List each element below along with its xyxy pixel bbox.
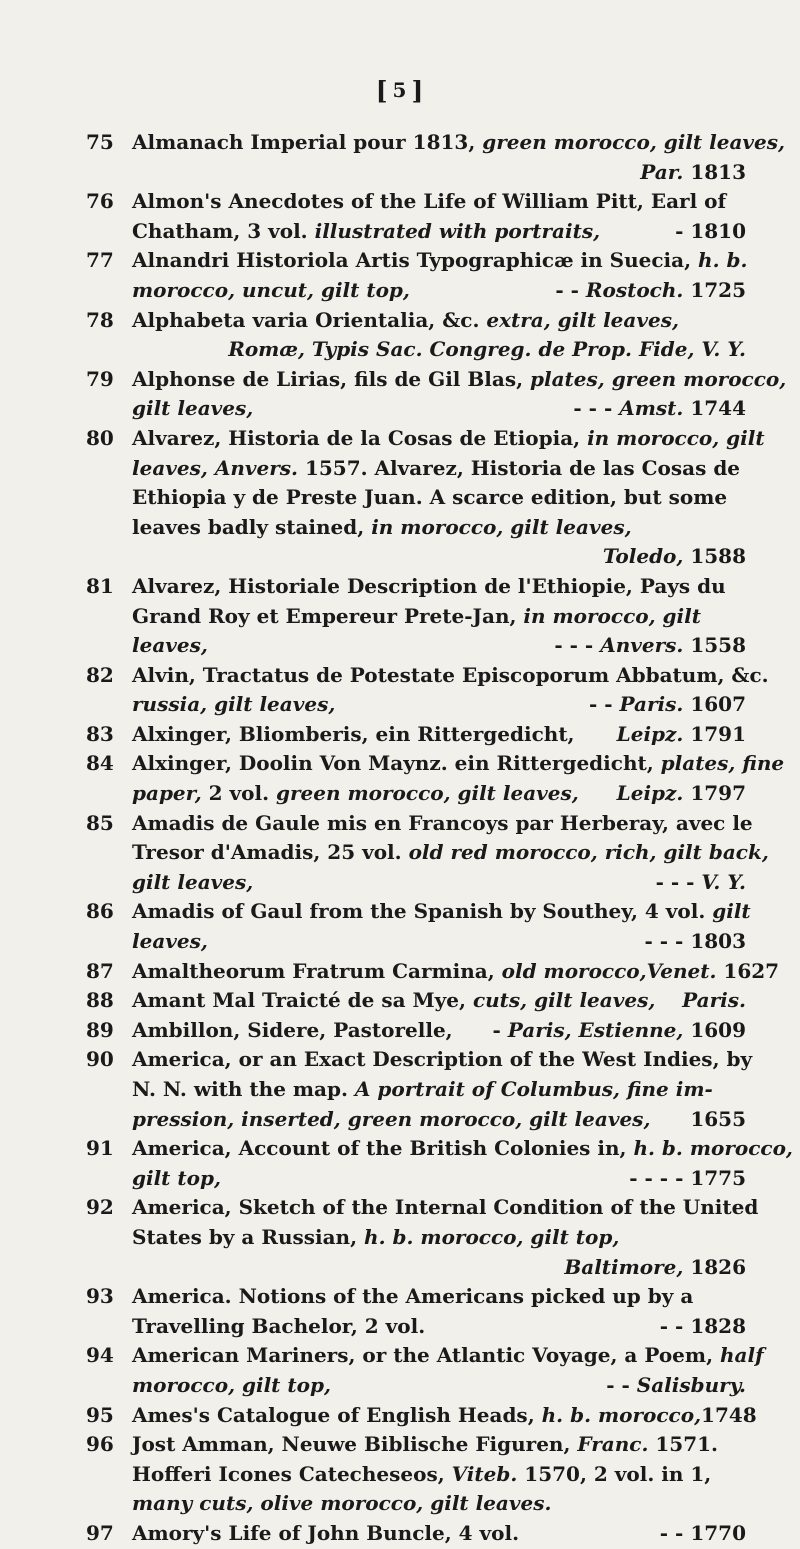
- line-right: [617, 779, 746, 809]
- entry-line: [132, 128, 785, 158]
- entry-line: [132, 1312, 746, 1342]
- entry-number: 90: [86, 1047, 114, 1072]
- text-run: Amory's Life of John Buncle, 4 vol.: [132, 1520, 520, 1545]
- text-run: Alphonse de Lirias, fils de Gil Blas,: [132, 366, 530, 391]
- catalogue-entry: [86, 1430, 746, 1519]
- text-run: Ames's Catalogue of English Heads,: [132, 1402, 542, 1427]
- text-run: Ambillon, Sidere, Pastorelle,: [132, 1017, 453, 1042]
- italic-text: leaves,: [132, 929, 208, 954]
- entry-line: [132, 1489, 746, 1519]
- line-right: [645, 927, 746, 957]
- text-run: Jost Amman, Neuwe Biblische Figuren,: [132, 1432, 578, 1457]
- line-left: [132, 1016, 453, 1046]
- italic-text: half: [720, 1343, 764, 1368]
- italic-text: in morocco, gilt: [587, 425, 765, 450]
- entry-number: 80: [86, 425, 114, 450]
- italic-text: Paris, Estienne,: [507, 1017, 684, 1042]
- entry-number: 78: [86, 307, 114, 332]
- entry-line: [132, 1223, 746, 1253]
- text-run: Alxinger, Doolin Von Maynz. ein Rittergedicht,: [132, 751, 661, 776]
- entry-number: 89: [86, 1017, 114, 1042]
- text-run: America, Account of the British Colonies in,: [132, 1136, 634, 1161]
- italic-text: Par.: [640, 159, 684, 184]
- text-run: 2 vol.: [201, 781, 277, 806]
- italic-text: gilt top,: [132, 1165, 221, 1190]
- line-left: [132, 394, 253, 424]
- text-run: Alnandri Historiola Artis Typographicæ in Suecia,: [132, 248, 699, 273]
- line-left: [132, 1164, 221, 1194]
- line-left: [132, 927, 208, 957]
- text-run: Travelling Bachelor, 2 vol.: [132, 1313, 426, 1338]
- entry-line: [132, 1401, 757, 1431]
- entry-line: [132, 1075, 746, 1105]
- entry-line: [132, 897, 751, 927]
- italic-text: Franc.: [577, 1432, 649, 1457]
- text-run: leaves badly stained,: [132, 514, 372, 539]
- text-run: 1655: [690, 1106, 746, 1131]
- entry-number: 77: [86, 248, 114, 273]
- text-run: Hofferi Icones Catecheseos,: [132, 1461, 452, 1486]
- text-run: 1557. Alvarez, Historia de las Cosas de: [297, 455, 741, 480]
- entry-line: [132, 957, 780, 987]
- italic-text: cuts, gilt leaves,: [472, 988, 656, 1013]
- catalogue-entry: [86, 986, 746, 1016]
- italic-text: Anvers.: [600, 633, 684, 658]
- italic-text: old red morocco, rich, gilt back,: [408, 840, 769, 865]
- line-left: [132, 1105, 650, 1135]
- text-run: - 1810: [675, 218, 746, 243]
- italic-text: green morocco, gilt leaves,: [276, 781, 579, 806]
- catalogue-entry: [86, 661, 769, 720]
- entry-number: 85: [86, 810, 114, 835]
- catalogue-entry: [86, 246, 746, 305]
- text-run: - - 1770: [659, 1520, 746, 1545]
- entry-line: [132, 1134, 793, 1164]
- text-run: Alphabeta varia Orientalia, &c.: [132, 307, 487, 332]
- italic-text: Paris.: [682, 988, 746, 1013]
- italic-text: Rostoch.: [585, 277, 684, 302]
- text-run: 1588: [683, 544, 746, 569]
- entry-line: [132, 838, 769, 868]
- italic-text: Venet.: [646, 958, 717, 983]
- page-number-header: [0, 76, 800, 105]
- catalogue-entry: [86, 1016, 746, 1046]
- entry-line: [132, 1519, 746, 1549]
- line-left: [132, 1371, 331, 1401]
- entry-line: [132, 1460, 746, 1490]
- text-run: America. Notions of the Americans picked up by a: [132, 1284, 694, 1309]
- italic-text: in morocco, gilt leaves,: [371, 514, 632, 539]
- entry-line: [132, 631, 746, 661]
- entry-line: [132, 809, 753, 839]
- text-run: Amant Mal Traicté de sa Mye,: [132, 988, 473, 1013]
- line-left: [132, 779, 579, 809]
- entry-line: [132, 1430, 746, 1460]
- entry-number: 93: [86, 1284, 114, 1309]
- text-run: Alxinger, Bliomberis, ein Rittergedicht,: [132, 721, 575, 746]
- italic-text: A portrait of Columbus, fine im-: [354, 1077, 713, 1101]
- entry-line: [132, 1045, 753, 1075]
- entry-number: 91: [86, 1136, 114, 1161]
- italic-text: Amst.: [619, 396, 684, 421]
- line-right: [629, 1164, 746, 1194]
- text-run: - - -: [554, 633, 601, 658]
- entry-number: 88: [86, 988, 114, 1013]
- entry-line: [132, 365, 787, 395]
- line-right: [554, 631, 746, 661]
- italic-text: morocco, uncut, gilt top,: [132, 277, 410, 302]
- entry-number: 79: [86, 366, 114, 391]
- entry-line: [132, 306, 746, 336]
- entry-line: [132, 424, 765, 454]
- line-left: [132, 631, 208, 661]
- text-run: - -: [606, 1372, 637, 1397]
- entry-line: [132, 1164, 746, 1194]
- catalogue-entry: [86, 809, 769, 898]
- text-run: - - - 1803: [644, 929, 746, 954]
- line-right: [555, 276, 746, 306]
- italic-text: paper,: [132, 781, 202, 806]
- italic-text: plates, fine: [660, 751, 785, 776]
- header-open-bracket: [: [375, 76, 389, 105]
- catalogue-entry: [86, 1045, 753, 1134]
- text-run: Amadis de Gaule mis en Francoys par Herberay, avec le: [132, 810, 753, 835]
- italic-text: illustrated with portraits,: [314, 218, 601, 243]
- text-run: 1607: [683, 692, 746, 717]
- text-run: - -: [555, 277, 586, 302]
- catalogue-entry: [86, 897, 751, 956]
- line-left: [132, 217, 600, 247]
- text-run: - - 1828: [659, 1313, 746, 1338]
- italic-text: leaves, Anvers.: [132, 455, 298, 480]
- italic-text: Salisbury.: [636, 1372, 746, 1397]
- catalogue-entry: [86, 306, 746, 365]
- text-run: Tresor d'Amadis, 25 vol.: [132, 840, 409, 865]
- catalogue-entry: [86, 1282, 746, 1341]
- line-left: [132, 690, 335, 720]
- line-left: [132, 1312, 425, 1342]
- entry-number: 75: [86, 130, 114, 154]
- entry-line: [132, 602, 746, 632]
- text-run: - -: [589, 692, 620, 717]
- entry-number: 83: [86, 721, 114, 746]
- line-right: [589, 690, 746, 720]
- text-run: Alvarez, Historia de la Cosas de Etiopia,: [132, 425, 588, 450]
- entry-line: [132, 1253, 746, 1283]
- catalogue-entry: [86, 1401, 757, 1431]
- page-number: 5: [392, 78, 408, 102]
- italic-text: Romæ, Typis Sac. Congreg. de Prop. Fide, V. Y.: [228, 337, 746, 362]
- entry-number: 96: [86, 1432, 114, 1457]
- italic-text: gilt: [712, 899, 751, 924]
- line-left: [132, 276, 410, 306]
- text-run: America, or an Exact Description of the West Indies, by: [132, 1047, 753, 1072]
- text-run: Grand Roy et Empereur Prete-Jan,: [132, 603, 524, 628]
- catalogue-entry: [86, 957, 780, 987]
- text-run: 1725: [683, 277, 746, 302]
- text-run: Alvin, Tractatus de Potestate Episcoporum Abbatum, &c.: [132, 662, 769, 687]
- entry-line: [132, 246, 746, 276]
- entry-line: [132, 1016, 746, 1046]
- line-left: [132, 1401, 701, 1431]
- text-run: 1826: [683, 1254, 746, 1279]
- text-run: 1558: [683, 633, 746, 658]
- catalogue-entries: [86, 128, 793, 1549]
- text-run: N. N. with the map.: [132, 1077, 355, 1101]
- line-right: [606, 1371, 746, 1401]
- text-run: 1748: [701, 1402, 757, 1427]
- entry-number: 87: [86, 958, 114, 983]
- catalogue-entry: [86, 749, 785, 808]
- text-run: - - - - 1775: [629, 1165, 746, 1190]
- entry-number: 92: [86, 1195, 114, 1220]
- entry-number: 82: [86, 662, 114, 687]
- text-run: American Mariners, or the Atlantic Voyage, a Poem,: [132, 1343, 720, 1368]
- entry-line: [132, 1105, 746, 1135]
- entry-line: [132, 572, 746, 602]
- entry-line: [132, 217, 746, 247]
- line-right: [660, 1519, 746, 1549]
- entry-line: [132, 749, 785, 779]
- entry-number: 86: [86, 899, 114, 924]
- entry-line: [132, 187, 746, 217]
- entry-number: 95: [86, 1402, 114, 1427]
- entry-line: [132, 542, 746, 572]
- italic-text: old morocco,: [501, 958, 647, 983]
- line-right: [617, 720, 746, 750]
- italic-text: Paris.: [619, 692, 684, 717]
- text-run: 1797: [683, 781, 746, 806]
- italic-text: plates, green morocco,: [530, 366, 787, 391]
- italic-text: h. b. morocco,: [541, 1402, 702, 1427]
- catalogue-entry: [86, 1519, 746, 1549]
- entry-line: [132, 276, 746, 306]
- line-right: [675, 217, 746, 247]
- catalogue-entry: [86, 572, 746, 661]
- italic-text: Viteb.: [451, 1461, 518, 1486]
- italic-text: V. Y.: [701, 869, 746, 894]
- italic-text: gilt leaves,: [132, 869, 254, 894]
- italic-text: leaves,: [132, 633, 208, 658]
- entry-number: 81: [86, 573, 114, 598]
- entry-line: [132, 1371, 746, 1401]
- entry-number: 76: [86, 189, 114, 214]
- italic-text: h. b. morocco,: [633, 1136, 793, 1161]
- italic-text: Leipz.: [616, 721, 684, 746]
- entry-line: [132, 1282, 746, 1312]
- text-run: 1570, 2 vol. in 1,: [517, 1461, 712, 1486]
- line-left: [132, 720, 575, 750]
- italic-text: h. b. morocco, gilt top,: [364, 1224, 620, 1249]
- catalogue-entry: [86, 187, 746, 246]
- entry-line: [132, 483, 746, 513]
- catalogue-entry: [86, 1134, 793, 1193]
- entry-line: [132, 454, 746, 484]
- line-right: [690, 1105, 746, 1135]
- entry-line: [132, 690, 746, 720]
- catalogue-entry: [86, 128, 785, 187]
- line-right: [647, 957, 780, 987]
- italic-text: Leipz.: [616, 781, 684, 806]
- italic-text: morocco, gilt top,: [132, 1372, 331, 1397]
- entry-line: [132, 1193, 759, 1223]
- text-run: Amadis of Gaul from the Spanish by Southey, 4 vol.: [132, 899, 713, 924]
- entry-line: [132, 394, 746, 424]
- entry-number: 97: [86, 1520, 114, 1545]
- line-left: [132, 957, 647, 987]
- entry-line: [132, 986, 746, 1016]
- catalogue-entry: [86, 720, 746, 750]
- line-left: [132, 868, 253, 898]
- text-run: Alvarez, Historiale Description de l'Ethiopie, Pays du: [132, 573, 726, 598]
- italic-text: green morocco, gilt leaves,: [482, 130, 785, 154]
- italic-text: russia, gilt leaves,: [132, 692, 336, 717]
- italic-text: extra, gilt leaves,: [486, 307, 679, 332]
- entry-line: [132, 868, 746, 898]
- italic-text: in morocco, gilt: [523, 603, 701, 628]
- line-right: [682, 986, 746, 1016]
- text-run: - - -: [573, 396, 620, 421]
- text-run: - - -: [655, 869, 702, 894]
- entry-line: [132, 335, 746, 365]
- entry-line: [132, 720, 746, 750]
- line-right: [492, 1016, 746, 1046]
- entry-number: 94: [86, 1343, 114, 1368]
- text-run: America, Sketch of the Internal Condition of the United: [132, 1195, 759, 1220]
- entry-line: [132, 779, 746, 809]
- entry-line: [132, 158, 746, 188]
- text-run: Ethiopia y de Preste Juan. A scarce edition, but some: [132, 485, 728, 510]
- line-right: [656, 868, 746, 898]
- catalogue-entry: [86, 424, 765, 572]
- text-run: -: [492, 1017, 508, 1042]
- text-run: Almon's Anecdotes of the Life of William Pitt, Earl of: [132, 189, 727, 214]
- entry-line: [132, 513, 746, 543]
- text-run: Chatham, 3 vol.: [132, 218, 315, 243]
- text-run: 1571.: [648, 1432, 719, 1457]
- text-run: 1744: [683, 396, 746, 421]
- line-right: [701, 1401, 757, 1431]
- italic-text: Toledo,: [602, 544, 684, 569]
- text-run: States by a Russian,: [132, 1224, 365, 1249]
- entry-line: [132, 661, 769, 691]
- catalogue-entry: [86, 1341, 764, 1400]
- italic-text: many cuts, olive morocco, gilt leaves.: [132, 1491, 552, 1516]
- text-run: 1791: [683, 721, 746, 746]
- header-close-bracket: ]: [411, 76, 425, 105]
- text-run: 1627: [716, 958, 780, 983]
- catalogue-entry: [86, 365, 787, 424]
- italic-text: Baltimore,: [564, 1254, 684, 1279]
- italic-text: h. b.: [698, 248, 748, 273]
- line-right: [660, 1312, 746, 1342]
- text-run: Almanach Imperial pour 1813,: [132, 130, 483, 154]
- entry-number: 84: [86, 751, 114, 776]
- text-run: Amaltheorum Fratrum Carmina,: [132, 958, 502, 983]
- line-left: [132, 1519, 519, 1549]
- line-right: [573, 394, 746, 424]
- entry-line: [132, 1341, 764, 1371]
- italic-text: pression, inserted, green morocco, gilt leaves,: [132, 1106, 651, 1131]
- text-run: 1813: [683, 159, 746, 184]
- line-left: [132, 986, 655, 1016]
- text-run: 1609: [683, 1017, 746, 1042]
- catalogue-entry: [86, 1193, 759, 1282]
- italic-text: gilt leaves,: [132, 396, 254, 421]
- entry-line: [132, 927, 746, 957]
